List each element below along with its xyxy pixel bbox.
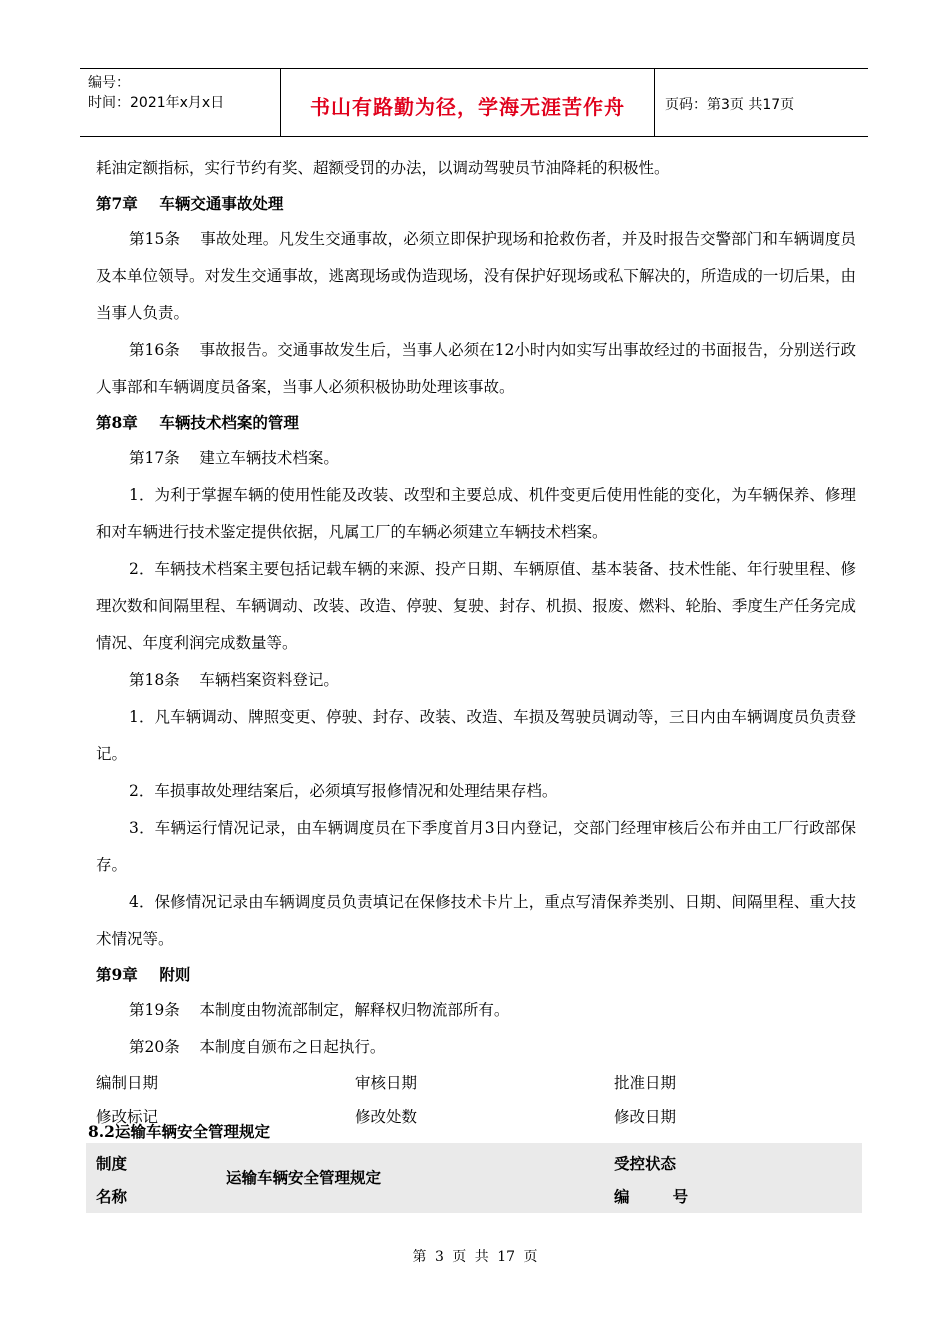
- signature-field-label: 批准日期: [614, 1074, 677, 1092]
- name-label-line-2: 名称: [96, 1187, 128, 1206]
- paragraph-list: [96, 150, 856, 1066]
- header-time-label: 时间：2021年x月x日: [88, 95, 225, 111]
- header-motto: 书山有路勤为径，学海无涯苦作舟: [281, 69, 655, 136]
- header-meta: [80, 69, 281, 136]
- signature-field-label: 审核日期: [355, 1074, 418, 1092]
- body-paragraph: 第18条 车辆档案资料登记。: [129, 671, 339, 689]
- name-label-cell: [96, 1147, 127, 1213]
- document-body: [96, 150, 856, 1134]
- section-title: 8.2运输车辆安全管理规定: [88, 1122, 270, 1141]
- body-paragraph: 2．车损事故处理结案后，必须填写报修情况和处理结果存档。: [129, 782, 558, 800]
- body-paragraph: 第15条 事故处理。凡发生交通事故，必须立即保护现场和抢救伤者，并及时报告交警部门和车辆调度员及本单位领导。对发生交通事故，逃离现场或伪造现场，没有保护好现场或私下解决的，所造成的一切后果，由当事人负责。: [96, 230, 856, 322]
- signature-field-label: 修改日期: [614, 1108, 677, 1126]
- header-page-info: 页码：第3页 共17页: [665, 96, 795, 113]
- body-paragraph: 2．车辆技术档案主要包括记载车辆的来源、投产日期、车辆原值、基本装备、技术性能、年行驶里程、修理次数和间隔里程、车辆调动、改装、改造、停驶、复驶、封存、机损、报废、燃料、轮胎、季度生产任务完成情况、年度利润完成数量等。: [96, 560, 856, 652]
- name-label-line-1: 制度: [96, 1154, 128, 1173]
- body-paragraph: 1．凡车辆调动、牌照变更、停驶、封存、改装、改造、车损及驾驶员调动等，三日内由车辆调度员负责登记。: [96, 708, 856, 763]
- chapter-heading: 第7章 车辆交通事故处理: [96, 194, 284, 213]
- body-paragraph: 第19条 本制度由物流部制定，解释权归物流部所有。: [129, 1001, 510, 1019]
- body-paragraph: 第16条 事故报告。交通事故发生后，当事人必须在12小时内如实写出事故经过的书面报告，分别送行政人事部和车辆调度员备案，当事人必须积极协助处理该事故。: [96, 341, 856, 396]
- body-paragraph: 4．保修情况记录由车辆调度员负责填记在保修技术卡片上，重点写清保养类别、日期、间隔里程、重大技术情况等。: [96, 893, 856, 948]
- name-value: 运输车辆安全管理规定: [226, 1168, 382, 1187]
- chapter-heading: 第8章 车辆技术档案的管理: [96, 413, 299, 432]
- chapter-heading: 第9章 附则: [96, 965, 191, 984]
- signature-field-label: 修改标记: [96, 1108, 159, 1126]
- body-paragraph: 第17条 建立车辆技术档案。: [129, 449, 339, 467]
- body-paragraph: 耗油定额指标，实行节约有奖、超额受罚的办法，以调动驾驶员节油降耗的积极性。: [96, 159, 670, 177]
- control-table: [86, 1143, 862, 1213]
- status-label: 受控状态: [614, 1154, 677, 1173]
- page-footer: 第 3 页 共 17 页: [412, 1249, 538, 1265]
- signature-field-label: 编制日期: [96, 1074, 159, 1092]
- body-paragraph: 1．为利于掌握车辆的使用性能及改装、改型和主要总成、机件变更后使用性能的变化，为车辆保养、修理和对车辆进行技术鉴定提供依据，凡属工厂的车辆必须建立车辆技术档案。: [96, 486, 856, 541]
- body-paragraph: 第20条 本制度自颁布之日起执行。: [129, 1038, 386, 1056]
- page-header: [80, 68, 868, 137]
- status-cell: [614, 1147, 688, 1213]
- header-number-label: 编号：: [88, 75, 130, 91]
- body-paragraph: 3．车辆运行情况记录，由车辆调度员在下季度首月3日内登记，交部门经理审核后公布并由工厂行政部保存。: [96, 819, 856, 874]
- signature-row: [96, 1066, 856, 1100]
- signature-field-label: 修改处数: [355, 1108, 418, 1126]
- number-label: 编 号: [614, 1187, 689, 1206]
